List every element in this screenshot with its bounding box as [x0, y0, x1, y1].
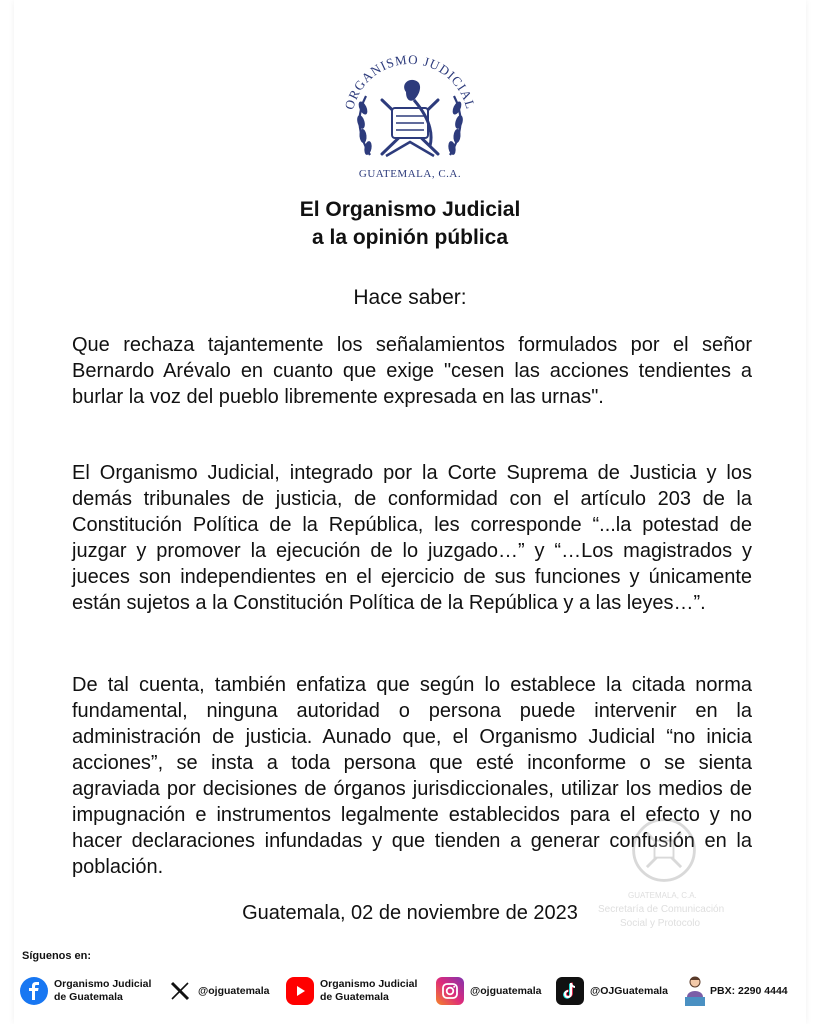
instagram-handle: @ojguatemala — [470, 984, 542, 997]
date-line: Guatemala, 02 de noviembre de 2023 — [242, 902, 578, 924]
subheading: Hace saber: — [353, 286, 467, 309]
seal-bottom-text: GUATEMALA, C.A. — [358, 168, 462, 180]
paragraph-3: De tal cuenta, también enfatiza que según lo establece la citada norma fundamental, ninguna autoridad o persona puede intervenir en la administración de justicia. Aunado que, el Organismo Judicial “no inicia acciones”, se insta a toda persona que esté inconforme o se sienta agraviada por decisiones de órganos jurisdiccionales, utilizar los medios de impugnación e instrumentos legalmente establecidos para el efecto y no hacer declaraciones infundadas y que tienden a generar confusión en la población. — [72, 674, 752, 878]
page-title — [0, 196, 820, 252]
x-handle: @ojguatemala — [198, 984, 270, 997]
instagram-link[interactable] — [436, 972, 542, 1010]
x-link[interactable] — [168, 972, 270, 1010]
seal-emblem-icon — [330, 30, 490, 190]
seal-top-text: ORGANISMO JUDICIAL — [341, 51, 479, 112]
facebook-label: Organismo Judicial de Guatemala — [54, 978, 152, 1003]
title-line-1: El Organismo Judicial — [299, 198, 521, 221]
youtube-link[interactable] — [286, 972, 417, 1010]
title-line-2: a la opinión pública — [311, 226, 508, 249]
facebook-icon — [20, 977, 48, 1005]
paragraph-2: El Organismo Judicial, integrado por la Corte Suprema de Justicia y los demás tribunales de justicia, de conformidad con el artículo 203 de la Constitución Política de la República, les corresponde “...la potestad de juzgar y promover la ejecución de lo juzgado…” y “…Los magistrados y jueces son independientes en el ejercicio de sus funciones y únicamente están sujetos a la Constitución Política de la República y a las leyes…”. — [72, 462, 752, 614]
youtube-icon — [286, 977, 314, 1005]
tiktok-icon — [556, 977, 584, 1005]
stamp-line-2: Secretaría de Comunicación — [598, 904, 725, 915]
x-icon — [168, 977, 192, 1005]
follow-us-label: Síguenos en: — [22, 950, 92, 962]
organismo-judicial-seal — [330, 30, 490, 190]
stamp-line-3: Social y Protocolo — [620, 918, 701, 929]
instagram-icon — [436, 977, 464, 1005]
stamp-seal-icon — [626, 812, 702, 888]
tiktok-handle: @OJGuatemala — [590, 984, 668, 997]
paragraph-1: Que rechaza tajantemente los señalamientos formulados por el señor Bernardo Arévalo en cuanto que exige "cesen las acciones tendientes a burlar la voz del pueblo libremente expresada en las urnas". — [72, 334, 752, 408]
phone-info — [684, 972, 788, 1010]
youtube-label: Organismo Judicial de Guatemala — [320, 978, 418, 1003]
stamp-line-1: GUATEMALA, C.A. — [628, 891, 697, 900]
tiktok-link[interactable] — [556, 972, 668, 1010]
phone-label: PBX: 2290 4444 — [710, 984, 788, 997]
facebook-link[interactable] — [20, 972, 151, 1010]
receptionist-icon — [684, 977, 706, 1005]
